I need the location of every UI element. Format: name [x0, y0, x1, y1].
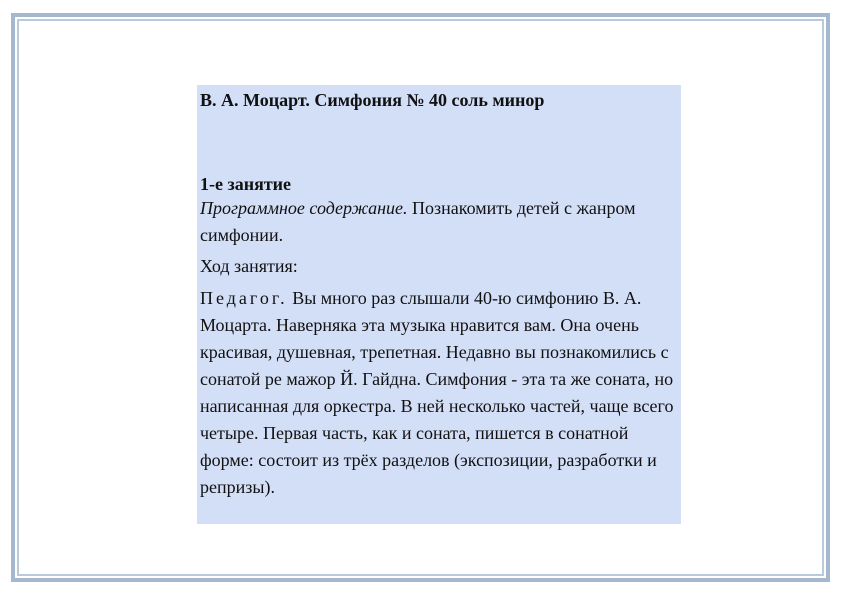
- lesson-text-box: [197, 85, 681, 524]
- course-label: Ход занятия:: [200, 256, 298, 276]
- speaker-label: Педагог.: [200, 288, 288, 308]
- teacher-speech: Вы много раз слышали 40-ю симфонию В. А. Моцарта. Наверняка эта музыка нравится вам. Она очень красивая, душевная, трепетная. Недавно вы познакомились с сонатой ре мажор Й. Гайдна. Симфония - эта та же соната, но написанная для оркестра. В ней несколько частей, чаще всего четыре. Первая часть, как и соната, пишется в сонатной форме: состоит из трёх разделов (экспозиции, разработки и репризы).: [200, 288, 674, 497]
- lesson-heading: 1-е занятие: [200, 174, 292, 194]
- teacher-speech-paragraph: [200, 285, 675, 501]
- document-title: В. А. Моцарт. Симфония № 40 соль минор: [200, 90, 545, 110]
- program-paragraph: [200, 195, 675, 249]
- program-text: Познакомить детей с жанром симфонии.: [200, 198, 636, 245]
- program-label: Программное содержание.: [200, 198, 408, 218]
